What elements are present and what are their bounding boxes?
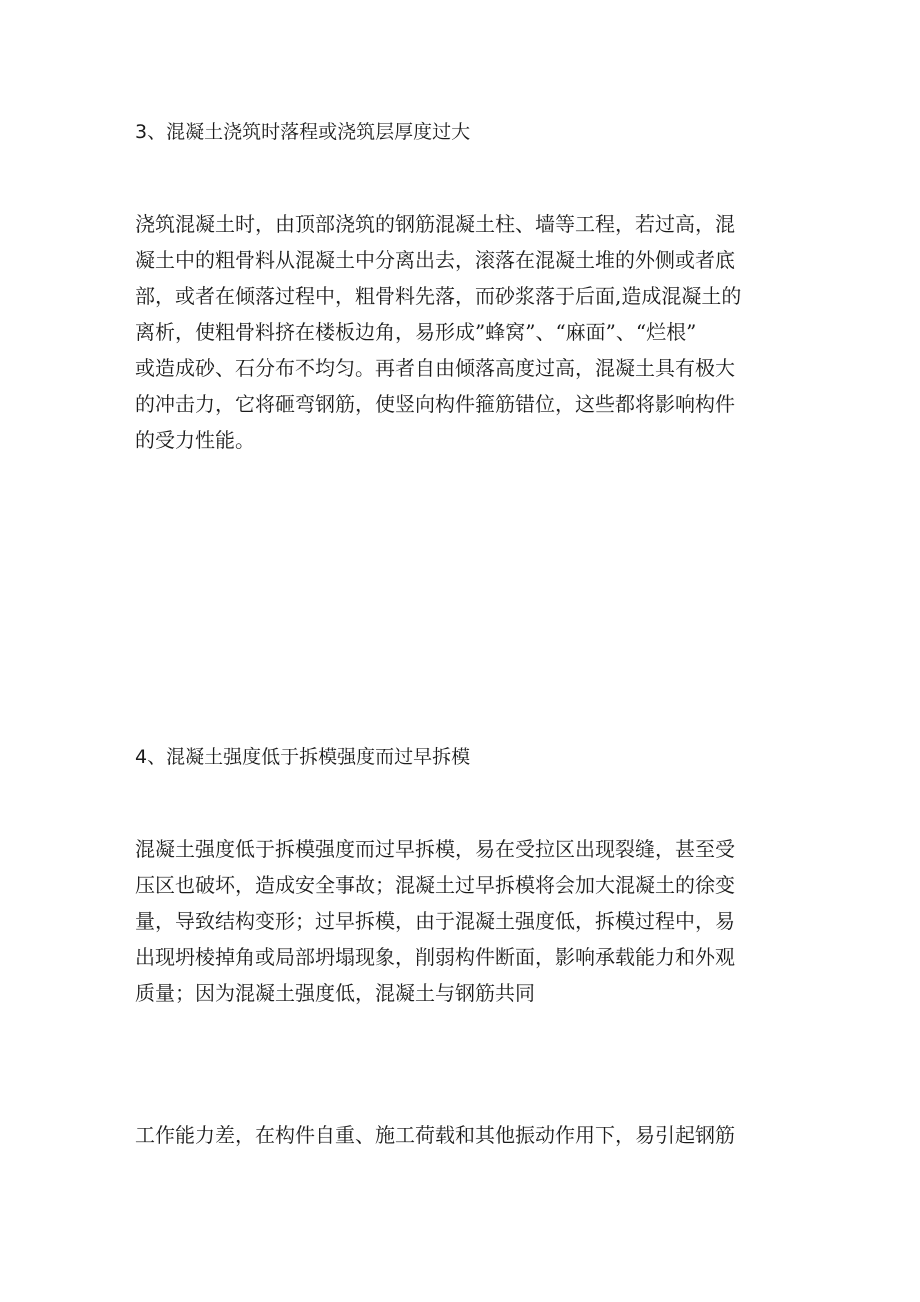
section-4-heading: 4、混凝土强度低于拆模强度而过早拆模 [135,746,471,768]
section-4-paragraph-continued [135,1117,795,1153]
paragraph-line: 凝土中的粗骨料从混凝土中分离出去，滚落在混凝土堆的外侧或者底 [135,248,735,272]
section-3-heading: 3、混凝土浇筑时落程或浇筑层厚度过大 [135,121,471,143]
paragraph-line: 的冲击力，它将砸弯钢筋，使竖向构件箍筋错位，这些都将影响构件 [135,392,735,416]
paragraph-line: 压区也破坏，造成安全事故；混凝土过早拆模将会加大混凝土的徐变 [135,873,735,897]
paragraph-line: 混凝土强度低于拆模强度而过早拆模，易在受拉区出现裂缝，甚至受 [135,837,735,861]
paragraph-line: 离析，使粗骨料挤在楼板边角，易形成”蜂窝”、“麻面”、“烂根” [135,320,697,344]
paragraph-line: 工作能力差，在构件自重、施工荷载和其他振动作用下，易引起钢筋 [135,1123,735,1147]
paragraph-line: 部，或者在倾落过程中，粗骨料先落，而砂浆落于后面,造成混凝土的 [135,284,742,308]
paragraph-line: 量，导致结构变形；过早拆模，由于混凝土强度低，拆模过程中，易 [135,909,735,933]
paragraph-line: 或造成砂、石分布不均匀。再者自由倾落高度过高，混凝土具有极大 [135,356,735,380]
paragraph-line: 质量；因为混凝土强度低，混凝土与钢筋共同 [135,981,535,1005]
paragraph-line: 出现坍棱掉角或局部坍塌现象，削弱构件断面，影响承载能力和外观 [135,945,735,969]
paragraph-line: 浇筑混凝土时，由顶部浇筑的钢筋混凝土柱、墙等工程，若过高，混 [135,212,735,236]
paragraph-line: 的受力性能。 [135,428,255,452]
section-3-paragraph [135,206,795,458]
section-4-paragraph [135,831,795,1011]
